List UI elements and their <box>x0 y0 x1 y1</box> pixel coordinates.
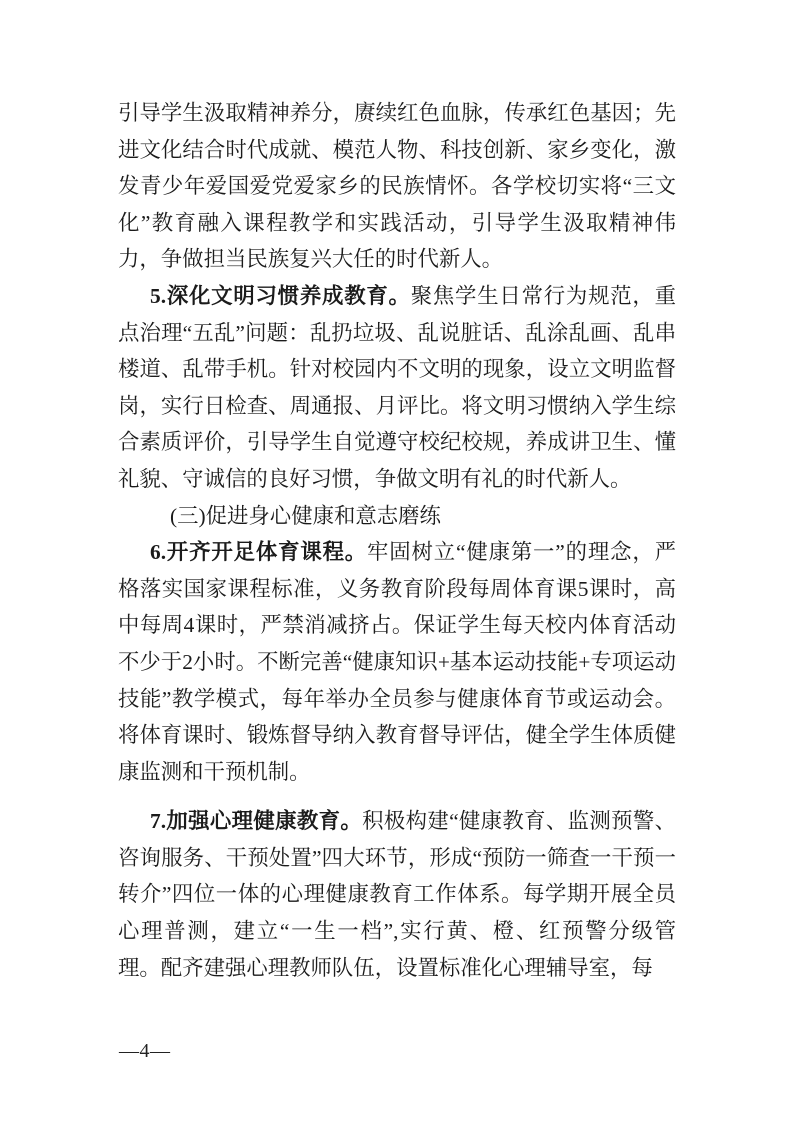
paragraph-5-heading: 5.深化文明习惯养成教育。 <box>150 283 411 308</box>
section-heading-3: (三)促进身心健康和意志磨练 <box>170 503 441 528</box>
paragraph-continuation: 引导学生汲取精神养分，赓续红色血脉，传承红色基因；先进文化结合时代成就、模范人物、科技创新、家乡变化，激发青少年爱国爱党爱家乡的民族情怀。各学校切实将“三文化”教育融入课程教学和实践活动，引导学生汲取精神伟力，争做担当民族复兴大任的时代新人。 <box>118 101 676 272</box>
paragraph-7-text: 积极构建“健康教育、监测预警、咨询服务、干预处置”四大环节，形成“预防一筛查一干预一转介”四位一体的心理健康教育工作体系。每学期开展全员心理普测，建立“一生一档”,实行黄、橙、红预警分级管理。配齐建强心理教师队伍，设置标准化心理辅导室，每 <box>118 809 676 980</box>
paragraph-7 <box>118 803 676 986</box>
paragraph-6-heading: 6.开齐开足体育课程。 <box>150 540 368 565</box>
page-number: —4— <box>119 1040 171 1062</box>
paragraph-7-heading: 7.加强心理健康教育。 <box>150 809 363 834</box>
paragraph-6-text: 牢固树立“健康第一”的理念，严格落实国家课程标准，义务教育阶段每周体育课5课时，高中每周4课时，严禁消减挤占。保证学生每天校内体育活动不少于2小时。不断完善“健康知识+基本运动技能+专项运动技能”教学模式，每年举办全员参与健康体育节或运动会。将体育课时、锻炼督导纳入教育督导评估，健全学生体质健康监测和干预机制。 <box>118 540 676 784</box>
paragraph-5-text: 聚焦学生日常行为规范，重点治理“五乱”问题：乱扔垃圾、乱说脏话、乱涂乱画、乱串楼道、乱带手机。针对校园内不文明的现象，设立文明监督岗，实行日检查、周通报、月评比。将文明习惯纳入学生综合素质评价，引导学生自觉遵守校纪校规，养成讲卫生、懂礼貌、守诚信的良好习惯，争做文明有礼的时代新人。 <box>118 283 676 491</box>
document-body <box>118 95 676 986</box>
paragraph-6 <box>118 534 676 790</box>
paragraph-5 <box>118 278 676 498</box>
